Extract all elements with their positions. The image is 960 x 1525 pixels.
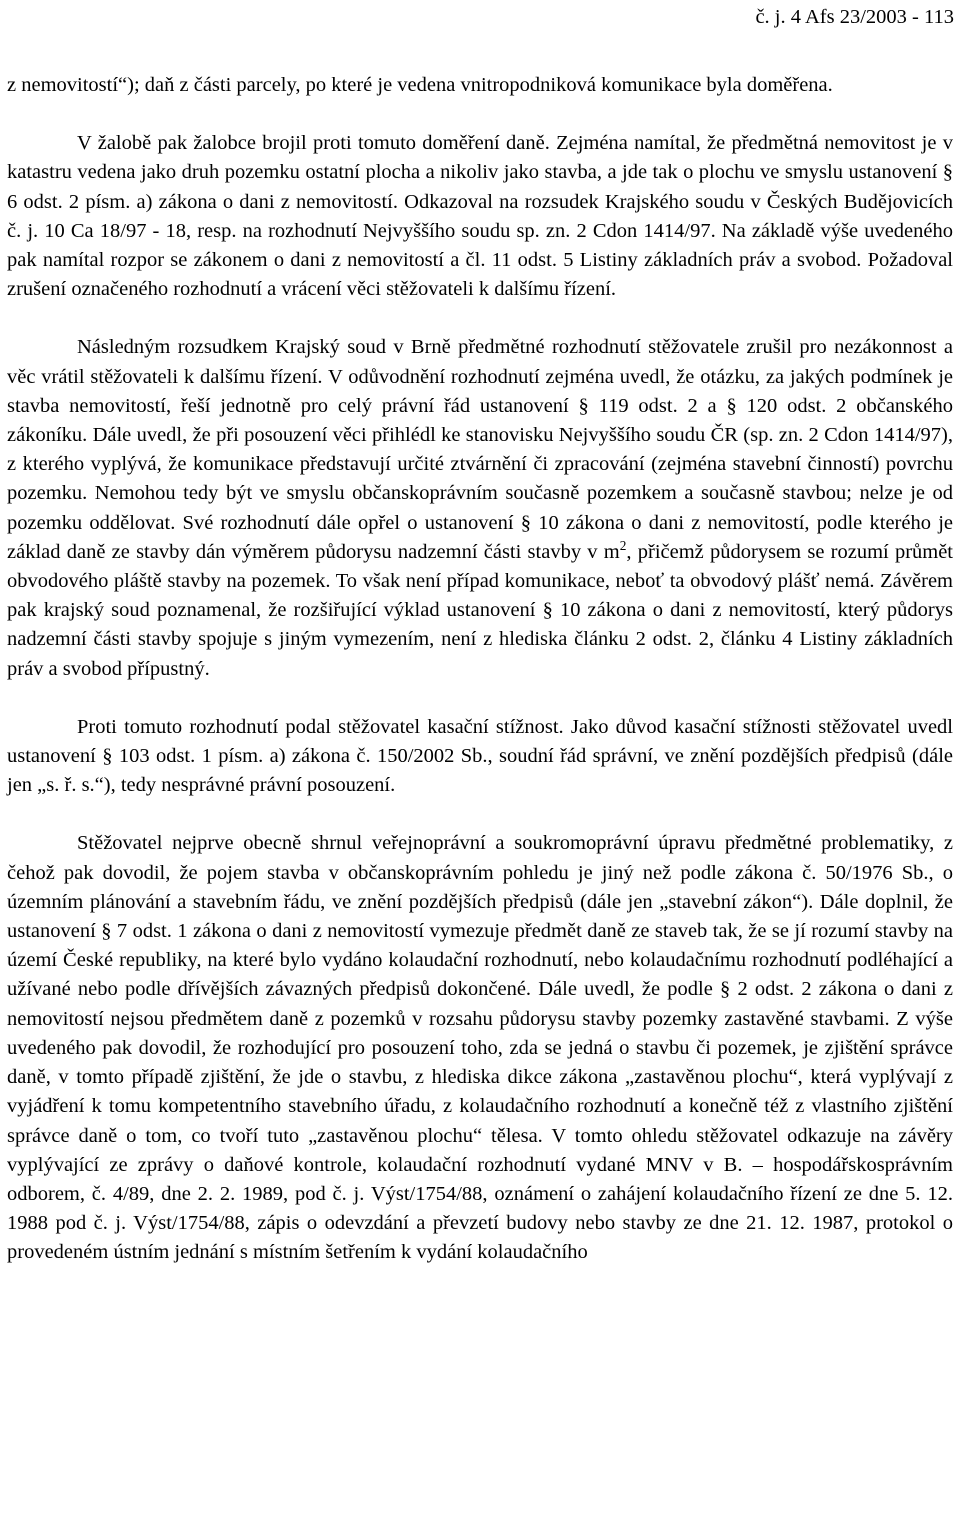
document-body <box>7 71 953 1268</box>
page-header-case-number: č. j. 4 Afs 23/2003 - 113 <box>755 6 954 28</box>
paragraph-3-text-after: , přičemž půdorysem se rozumí průmět obvodového pláště stavby na pozemek. To však není případ komunikace, neboť ta obvodový plášť nemá. Závěrem pak krajský soud poznamenal, že rozšiřující výklad ustanovení § 10 zákona o dani z nemovitostí, který půdorys nadzemní části stavby spojuje s jiným vymezením, není z hlediska článku 2 odst. 2, článku 4 Listiny základních práv a svobod přípustný. <box>7 540 954 680</box>
paragraph-4: Proti tomuto rozhodnutí podal stěžovatel kasační stížnost. Jako důvod kasační stížnosti stěžovatel uvedl ustanovení § 103 odst. 1 písm. a) zákona č. 150/2002 Sb., soudní řád správní, ve znění pozdějších předpisů (dále jen „s. ř. s.“), tedy nesprávné právní posouzení. <box>7 715 953 797</box>
paragraph-3-text: Následným rozsudkem Krajský soud v Brně předmětné rozhodnutí stěžovatele zrušil pro nezákonnost a věc vrátil stěžovateli k dalšímu řízení. V odůvodnění rozhodnutí zejména uvedl, že otázku, za jakých podmínek je stavba nemovitostí, řeší jednotně pro celý právní řád ustanovení § 119 odst. 2 a § 120 odst. 2 občanského zákoníku. Dále uvedl, že při posouzení věci přihlédl ke stanovisku Nejvyššího soudu ČR (sp. zn. 2 Cdon 1414/97), z kterého vyplývá, že komunikace představují určité ztvárnění či zpracování (zejména stavební činností) povrchu pozemku. Nemohou tedy být ve smyslu občanskoprávním současně pozemkem a současně stavbou; nelze je od pozemku oddělovat. Své rozhodnutí dále opřel o ustanovení § 10 zákona o dani z nemovitostí, podle kterého je základ daně ze stavby dán výměrem půdorysu nadzemní části stavby v m <box>7 336 953 563</box>
square-meter-superscript: 2 <box>619 538 627 554</box>
paragraph-3 <box>7 333 953 683</box>
paragraph-5: Stěžovatel nejprve obecně shrnul veřejnoprávní a soukromoprávní úpravu předmětné problematiky, z čehož pak dovodil, že pojem stavba v občanskoprávním pohledu je jiný než podle zákona č. 50/1976 Sb., o územním plánování a stavebním řádu, ve znění pozdějších předpisů (dále jen „stavební zákon“). Dále doplnil, že ustanovení § 7 odst. 1 zákona o dani z nemovitostí vymezuje předmět daně ze staveb tak, že se jí rozumí stavby na území České republiky, na které bylo vydáno kolaudační rozhodnutí, nebo kolaudačnímu rozhodnutí podléhající a užívané nebo podle dřívějších závazných předpisů dokončené. Dále uvedl, že podle § 2 odst. 2 zákona o dani z nemovitostí nejsou předmětem daně z pozemků v rozsahu půdorysu stavby pozemky zastavěné stavbami. Z výše uvedeného pak dovodil, že rozhodující pro posouzení toho, zda se jedná o stavbu či pozemek, je zjištění správce daně, v tomto případě zjištění, že jde o stavbu, z hlediska dikce zákona „zastavěnou plochu“, která vyplývají z vyjádření k tomu kompetentního stavebního úřadu, z kolaudačního rozhodnutí a konečně též z vlastního zjištění správce daně o tom, co tvoří tuto „zastavěnou plochu“ tělesa. V tomto ohledu stěžovatel odkazuje na závěry vyplývající ze zprávy o daňové kontrole, kolaudační rozhodnutí vydané MNV v B. – hospodářskosprávním odborem, č. 4/89, dne 2. 2. 1989, pod č. j. Výst/1754/88, oznámení o zahájení kolaudačního řízení ze dne 5. 12. 1988 pod č. j. Výst/1754/88, zápis o odevzdání a převzetí budovy nebo stavby ze dne 21. 12. 1987, protokol o provedeném ústním jednání s místním šetřením k vydání kolaudačního <box>7 832 953 1264</box>
paragraph-2: V žalobě pak žalobce brojil proti tomuto doměření daně. Zejména namítal, že předmětná nemovitost je v katastru vedena jako druh pozemku ostatní plocha a nikoliv jako stavba, a jde tak o plochu ve smyslu ustanovení § 6 odst. 2 písm. a) zákona o dani z nemovitostí. Odkazoval na rozsudek Krajského soudu v Českých Budějovicích č. j. 10 Ca 18/97 - 18, resp. na rozhodnutí Nejvyššího soudu sp. zn. 2 Cdon 1414/97. Na základě výše uvedeného pak namítal rozpor se zákonem o dani z nemovitostí a čl. 11 odst. 5 Listiny základních práv a svobod. Požadoval zrušení označeného rozhodnutí a vrácení věci stěžovateli k dalšímu řízení. <box>7 132 953 301</box>
paragraph-1: z nemovitostí“); daň z části parcely, po které je vedena vnitropodniková komunikace byla doměřena. <box>7 74 833 96</box>
